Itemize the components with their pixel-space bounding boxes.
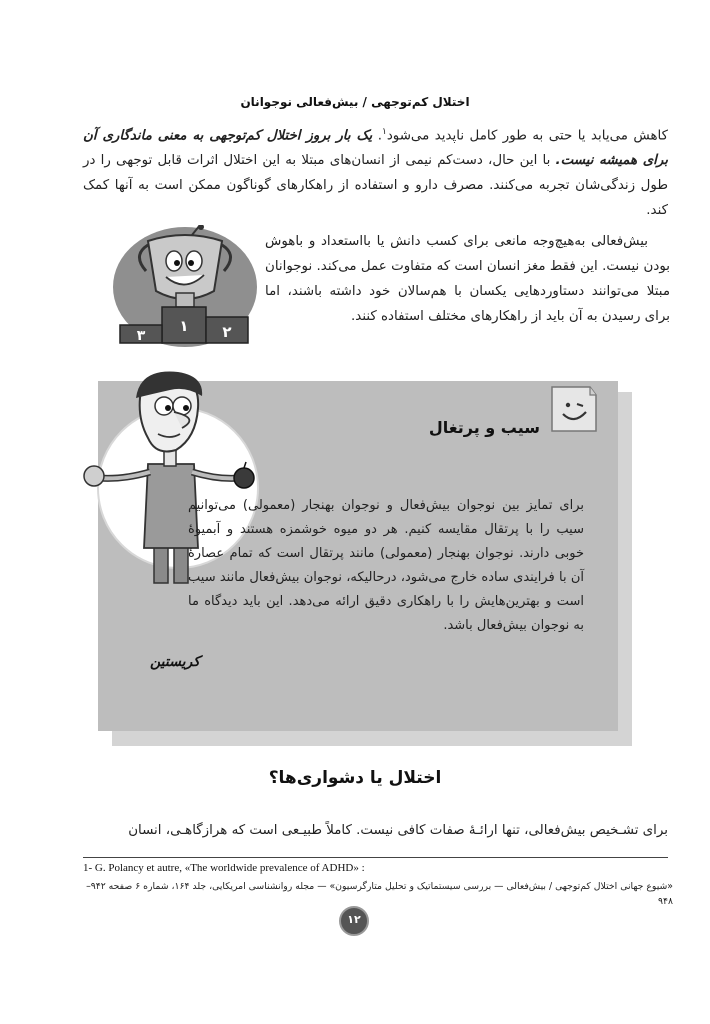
para1-emphasis: یک بار بروز اختلال کم‌توجهی به معنی ماندگاری آن برای همیشه نیست.: [83, 128, 669, 169]
footnote-marker: ۱: [381, 127, 387, 137]
smiley-note-icon: [546, 381, 602, 437]
podium-label-third: ۳: [136, 328, 146, 344]
footnote-divider: [83, 857, 668, 858]
podium-label-second: ۲: [222, 323, 232, 341]
footnote-latin: 1- G. Polancy et autre, «The worldwide prevalence of ADHD» :: [83, 862, 365, 874]
footnote-persian: «شیوع جهانی اختلال کم‌توجهی / بیش‌فعالی — بررسی سیستماتیک و تحلیل متارگرسیون» — مجله روانشناسی امریکایی، جلد ۱۶۴، شماره ۶ صفحه ۹۴۲–۹۴۸: [86, 881, 673, 907]
body-paragraph-1: [83, 120, 668, 223]
para1-text-b: .: [372, 128, 382, 144]
para1-text-a: کاهش می‌یابد یا حتی به طور کامل ناپدید می‌شود: [386, 128, 668, 144]
page-number-badge: [338, 905, 370, 937]
page-number: ۱۲: [347, 913, 361, 926]
podium-label-first: ۱: [179, 317, 189, 335]
body-paragraph-3: برای تشـخیص بیش‌فعالی، تنها ارائـهٔ صفات کافی نیست. کاملاً طبیـعی است که هرازگاهـی، انسان: [128, 823, 668, 838]
trophy-podium-illustration: [110, 225, 260, 353]
body-paragraph-2: بیش‌فعالی به‌هیچ‌وجه مانعی برای کسب دانش یا بااستعداد و باهوش بودن نیست. این فقط مغز انسان است که متفاوت عمل می‌کند. نوجوانان مبتلا می‌توانند دستاوردهایی یکسان با هم‌سالان خود داشته باشند، اما برای رسیدن به آن باید از راهکارهای مختلف استفاده کنند.: [265, 234, 670, 324]
callout-signature: کریستین: [150, 654, 200, 670]
callout-body: برای تمایز بین نوجوان بیش‌فعال و نوجوان بهنجار (معمولی) می‌توانیم سیب را با پرتقال مقایسه کنیم. هر دو میوه خوشمزه هستند و آبمیوهٔ خوبی دارند. نوجوان بهنجار (معمولی) مانند پرتقال است که تمام عصارهٔ آن با فرایندی ساده خارج می‌شود، درحالیکه، نوجوان بیش‌فعال مانند سیب است و بهترین‌هایش را با راهکاری دقیق ارائه می‌دهد. این باید دیدگاه ما به نوجوان بیش‌فعال باشد.: [188, 498, 584, 633]
running-header: اختلال کم‌توجهی / بیش‌فعالی نوجوانان: [240, 95, 470, 109]
para1-text-c: با این حال، دست‌کم نیمی از انسان‌های مبتلا به این اختلال اثرات قابل توجهی را در طول زندگی‌شان تجربه می‌کنند. مصرف دارو و استفاده از راهکارهای گوناگون ممکن است به آنها کمک کند.: [83, 153, 668, 219]
section-heading: اختلال یا دشواری‌ها؟: [268, 768, 442, 788]
callout-title: سیب و پرتغال: [428, 418, 540, 437]
